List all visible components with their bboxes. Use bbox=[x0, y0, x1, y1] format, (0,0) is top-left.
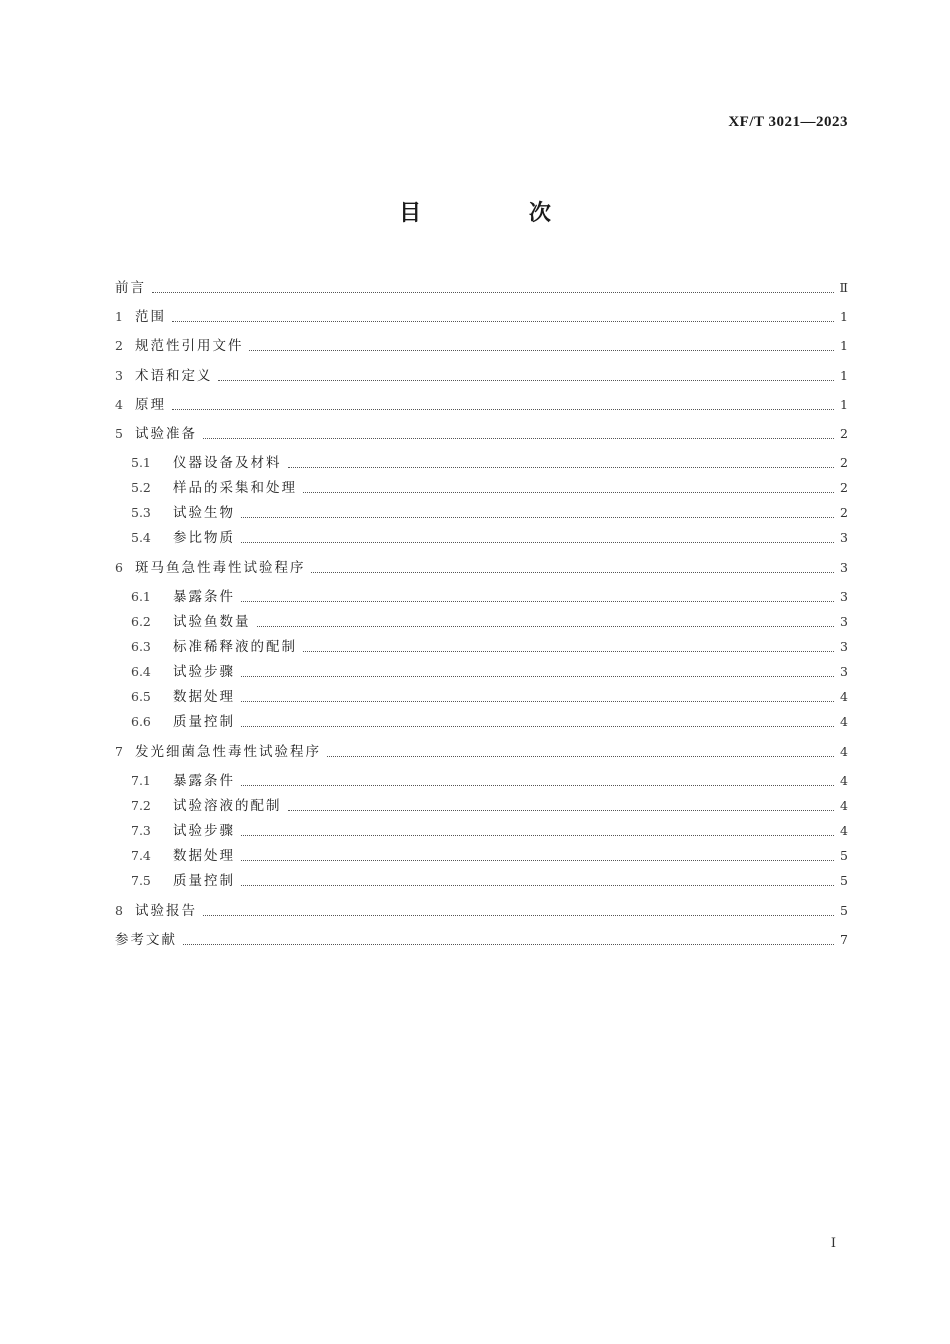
toc-entry[interactable] bbox=[131, 795, 848, 815]
toc-dot-leader bbox=[288, 809, 835, 811]
toc-entry-page: 2 bbox=[840, 480, 848, 495]
toc-entry-page: 5 bbox=[840, 903, 848, 918]
toc-dot-leader bbox=[203, 914, 834, 916]
standard-code: XF/T 3021—2023 bbox=[728, 114, 848, 130]
toc-entry-title: 样品的采集和处理 bbox=[173, 480, 297, 496]
toc-entry-page: 5 bbox=[840, 873, 848, 888]
toc-entry[interactable] bbox=[115, 306, 848, 326]
toc-entry-page: 3 bbox=[840, 614, 848, 629]
toc-entry-number: 2 bbox=[115, 338, 123, 353]
toc-entry-title: 前言 bbox=[115, 280, 146, 296]
toc-entry[interactable] bbox=[131, 611, 848, 631]
toc-dot-leader bbox=[241, 884, 834, 886]
toc-entry-page: 5 bbox=[840, 848, 848, 863]
toc-dot-leader bbox=[203, 437, 834, 439]
toc-entry-page: 1 bbox=[840, 338, 848, 353]
toc-entry-number: 6.3 bbox=[131, 639, 151, 654]
toc-dot-leader bbox=[241, 516, 834, 518]
toc-entry-title: 暴露条件 bbox=[173, 589, 235, 605]
toc-entry-page: 4 bbox=[840, 823, 848, 838]
toc-entry-page: 3 bbox=[840, 560, 848, 575]
toc-entry-title: 斑马鱼急性毒性试验程序 bbox=[134, 560, 306, 576]
toc-dot-leader bbox=[218, 379, 834, 381]
toc-entry-title: 范围 bbox=[134, 309, 166, 325]
toc-entry-number: 4 bbox=[115, 397, 123, 412]
toc-entry-page: 3 bbox=[840, 589, 848, 604]
toc-entry-number: 7.3 bbox=[131, 823, 151, 838]
toc-dot-leader bbox=[241, 859, 834, 861]
toc-dot-leader bbox=[172, 320, 834, 322]
toc-entry-title: 试验准备 bbox=[134, 426, 197, 442]
toc-entry[interactable] bbox=[115, 365, 848, 385]
toc-entry-number: 8 bbox=[115, 903, 123, 918]
toc-entry-title: 试验生物 bbox=[173, 505, 235, 521]
toc-dot-leader bbox=[241, 700, 834, 702]
toc-dot-leader bbox=[183, 943, 834, 945]
toc-entry-number: 3 bbox=[115, 368, 123, 383]
toc-entry[interactable] bbox=[131, 636, 848, 656]
page-number: Ⅰ bbox=[830, 1236, 836, 1251]
toc-entry-title: 试验溶液的配制 bbox=[173, 798, 282, 814]
toc-dot-leader bbox=[172, 408, 834, 410]
toc-entry[interactable] bbox=[115, 929, 848, 949]
toc-entry-title: 暴露条件 bbox=[173, 773, 235, 789]
toc-entry[interactable] bbox=[131, 661, 848, 681]
toc-entry-number: 6.4 bbox=[131, 664, 151, 679]
toc-entry[interactable] bbox=[131, 477, 848, 497]
toc-entry[interactable] bbox=[115, 277, 848, 297]
toc-entry-number: 6.1 bbox=[131, 589, 151, 604]
toc-entry-number: 5.3 bbox=[131, 505, 151, 520]
toc-entry-title: 数据处理 bbox=[173, 689, 235, 705]
toc-entry-page: 4 bbox=[840, 798, 848, 813]
toc-entry-title: 试验鱼数量 bbox=[173, 614, 251, 630]
toc-dot-leader bbox=[303, 491, 834, 493]
toc-entry[interactable] bbox=[131, 870, 848, 890]
toc-entry[interactable] bbox=[131, 586, 848, 606]
toc-entry[interactable] bbox=[115, 394, 848, 414]
toc-entry-title: 试验步骤 bbox=[173, 823, 235, 839]
toc-dot-leader bbox=[249, 349, 834, 351]
toc-entry-page: 4 bbox=[840, 744, 848, 759]
toc-entry-page: 1 bbox=[840, 309, 848, 324]
toc-entry[interactable] bbox=[115, 741, 848, 761]
toc-entry[interactable] bbox=[131, 820, 848, 840]
toc-dot-leader bbox=[241, 600, 834, 602]
toc-dot-leader bbox=[257, 625, 835, 627]
toc-entry-page: 3 bbox=[840, 530, 848, 545]
toc-entry-number: 7.2 bbox=[131, 798, 151, 813]
toc-entry-page: 4 bbox=[840, 773, 848, 788]
toc-dot-leader bbox=[327, 755, 834, 757]
toc-entry-page: 1 bbox=[840, 397, 848, 412]
toc-entry-title: 参考文献 bbox=[115, 932, 177, 948]
toc-entry[interactable] bbox=[131, 527, 848, 547]
toc-entry-number: 6 bbox=[115, 560, 123, 575]
toc-dot-leader bbox=[241, 784, 834, 786]
toc-entry-number: 7.1 bbox=[131, 773, 151, 788]
toc-entry-page: 1 bbox=[840, 368, 848, 383]
toc-entry-title: 试验步骤 bbox=[173, 664, 235, 680]
toc-entry-title: 发光细菌急性毒性试验程序 bbox=[134, 744, 321, 760]
toc-entry[interactable] bbox=[131, 502, 848, 522]
toc-dot-leader bbox=[152, 291, 834, 293]
toc-entry-number: 6.2 bbox=[131, 614, 151, 629]
toc-entry-page: 4 bbox=[840, 714, 848, 729]
toc-entry[interactable] bbox=[131, 845, 848, 865]
toc-entry-page: 7 bbox=[840, 932, 848, 947]
toc-entry[interactable] bbox=[131, 452, 848, 472]
toc-entry[interactable] bbox=[115, 557, 848, 577]
toc-dot-leader bbox=[311, 571, 834, 573]
toc-entry-number: 6.5 bbox=[131, 689, 151, 704]
toc-entry[interactable] bbox=[115, 900, 848, 920]
toc-entry-page: 3 bbox=[840, 664, 848, 679]
toc-entry-title: 原理 bbox=[134, 397, 166, 413]
toc-entry-title: 数据处理 bbox=[173, 848, 235, 864]
toc-dot-leader bbox=[303, 650, 834, 652]
toc-entry[interactable] bbox=[115, 335, 848, 355]
toc-entry[interactable] bbox=[131, 770, 848, 790]
toc-entry-page: 3 bbox=[840, 639, 848, 654]
toc-entry-page: 2 bbox=[840, 426, 848, 441]
toc-entry-page: Ⅱ bbox=[839, 280, 848, 295]
toc-dot-leader bbox=[241, 725, 834, 727]
toc-entry-title: 标准稀释液的配制 bbox=[173, 639, 297, 655]
page-title: 目 次 bbox=[399, 201, 601, 226]
toc-entry-title: 规范性引用文件 bbox=[134, 338, 244, 354]
toc-entry-number: 7.5 bbox=[131, 873, 151, 888]
toc-entry-title: 参比物质 bbox=[173, 530, 235, 546]
toc-entry[interactable] bbox=[115, 423, 848, 443]
toc-entry-title: 术语和定义 bbox=[134, 368, 213, 384]
toc-entry-number: 5.4 bbox=[131, 530, 151, 545]
toc-entry-page: 4 bbox=[840, 689, 848, 704]
toc-entry[interactable] bbox=[131, 711, 848, 731]
toc-entry-number: 5.1 bbox=[131, 455, 151, 470]
toc-entry-number: 7.4 bbox=[131, 848, 151, 863]
toc-entry-title: 质量控制 bbox=[173, 714, 235, 730]
toc-entry-title: 质量控制 bbox=[173, 873, 235, 889]
toc-entry-number: 7 bbox=[115, 744, 123, 759]
toc-entry-number: 1 bbox=[115, 309, 123, 324]
toc-dot-leader bbox=[241, 541, 834, 543]
toc-dot-leader bbox=[241, 675, 834, 677]
toc-entry-page: 2 bbox=[840, 455, 848, 470]
toc-entry-number: 5 bbox=[115, 426, 123, 441]
toc-entry-title: 试验报告 bbox=[134, 903, 197, 919]
toc-entry-number: 5.2 bbox=[131, 480, 151, 495]
toc-entry-title: 仪器设备及材料 bbox=[173, 455, 282, 471]
toc-dot-leader bbox=[241, 834, 834, 836]
toc-entry-number: 6.6 bbox=[131, 714, 151, 729]
toc-entry-page: 2 bbox=[840, 505, 848, 520]
toc-dot-leader bbox=[288, 466, 835, 468]
toc-entry[interactable] bbox=[131, 686, 848, 706]
